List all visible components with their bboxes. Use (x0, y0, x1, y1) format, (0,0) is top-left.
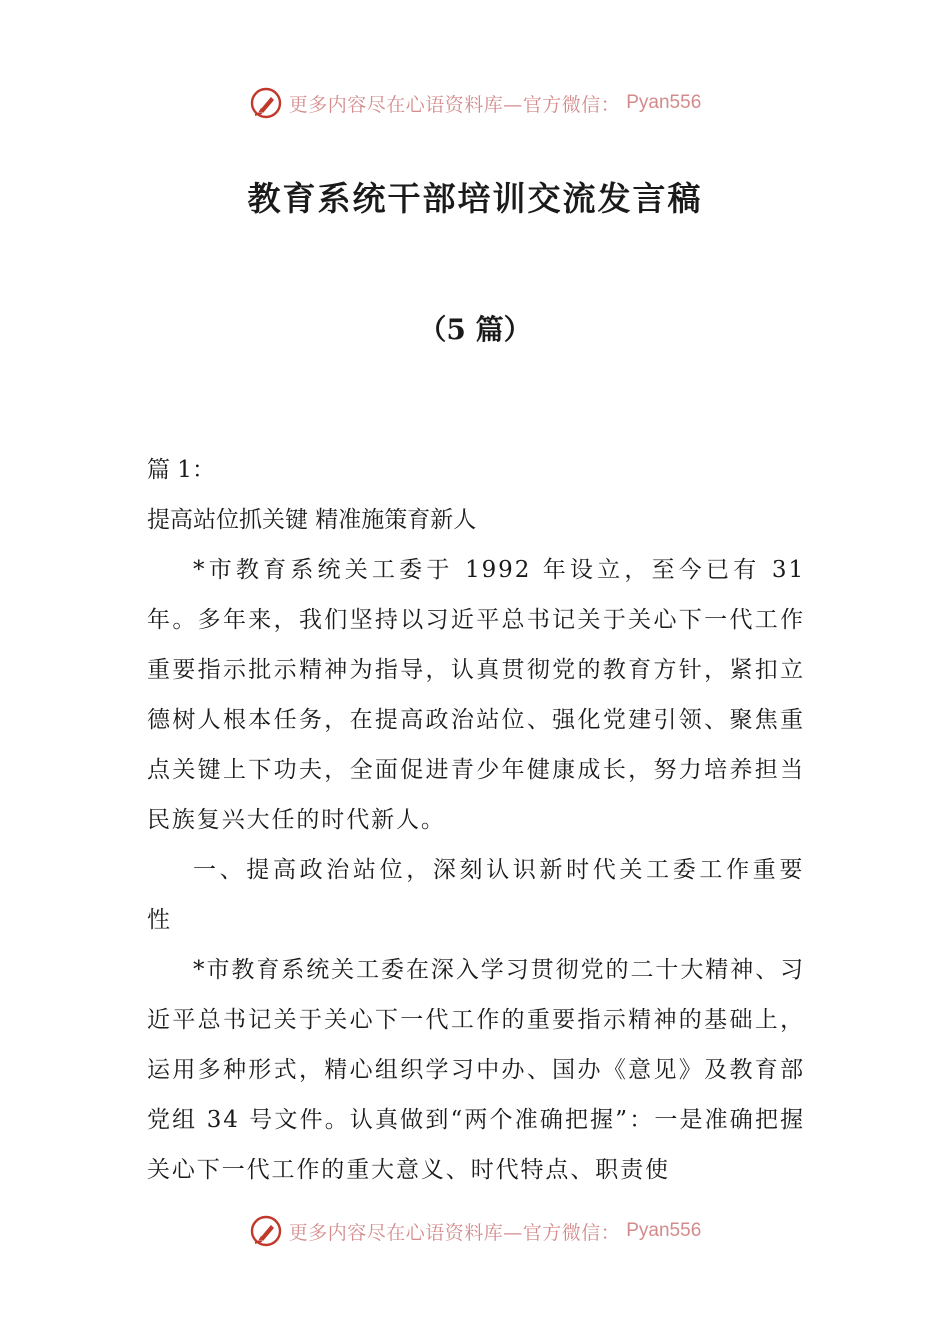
body-paragraph: *市教育系统关工委于 1992 年设立，至今已有 31 年。多年来，我们坚持以习近平总书记关于关心下一代工作重要指示批示精神为指导，认真贯彻党的教育方针，紧扣立德树人根本任务，在提高政治站位、强化党建引领、聚焦重点关键上下功夫，全面促进青少年健康成长，努力培养担当民族复兴大任的时代新人。 (147, 557, 805, 833)
watermark-header (0, 83, 950, 123)
pen-nib-logo-icon (249, 86, 283, 120)
document-title: 教育系统干部培训交流发言稿 (247, 179, 703, 218)
document-subtitle: （5 篇） (418, 313, 532, 346)
section-label: 篇 1： (147, 457, 215, 483)
document-body (147, 445, 805, 1195)
article-title: 提高站位抓关键 精准施策育新人 (147, 507, 477, 533)
watermark-brand: Pyan556 (626, 1220, 702, 1241)
watermark-text: 更多内容尽在心语资料库—官方微信： (288, 1221, 621, 1244)
body-paragraph: *市教育系统关工委在深入学习贯彻党的二十大精神、习近平总书记关于关心下一代工作的重要指示精神的基础上，运用多种形式，精心组织学习中办、国办《意见》及教育部党组 34 号文件。认真做到“两个准确把握”：一是准确把握关心下一代工作的重大意义、时代特点、职责使 (147, 957, 805, 1183)
watermark-footer (0, 1211, 950, 1251)
watermark-brand: Pyan556 (626, 92, 702, 113)
pen-nib-logo-icon (249, 1214, 283, 1248)
watermark-text: 更多内容尽在心语资料库—官方微信： (288, 93, 621, 116)
section-heading: 一、提高政治站位，深刻认识新时代关工委工作重要性 (147, 857, 805, 933)
